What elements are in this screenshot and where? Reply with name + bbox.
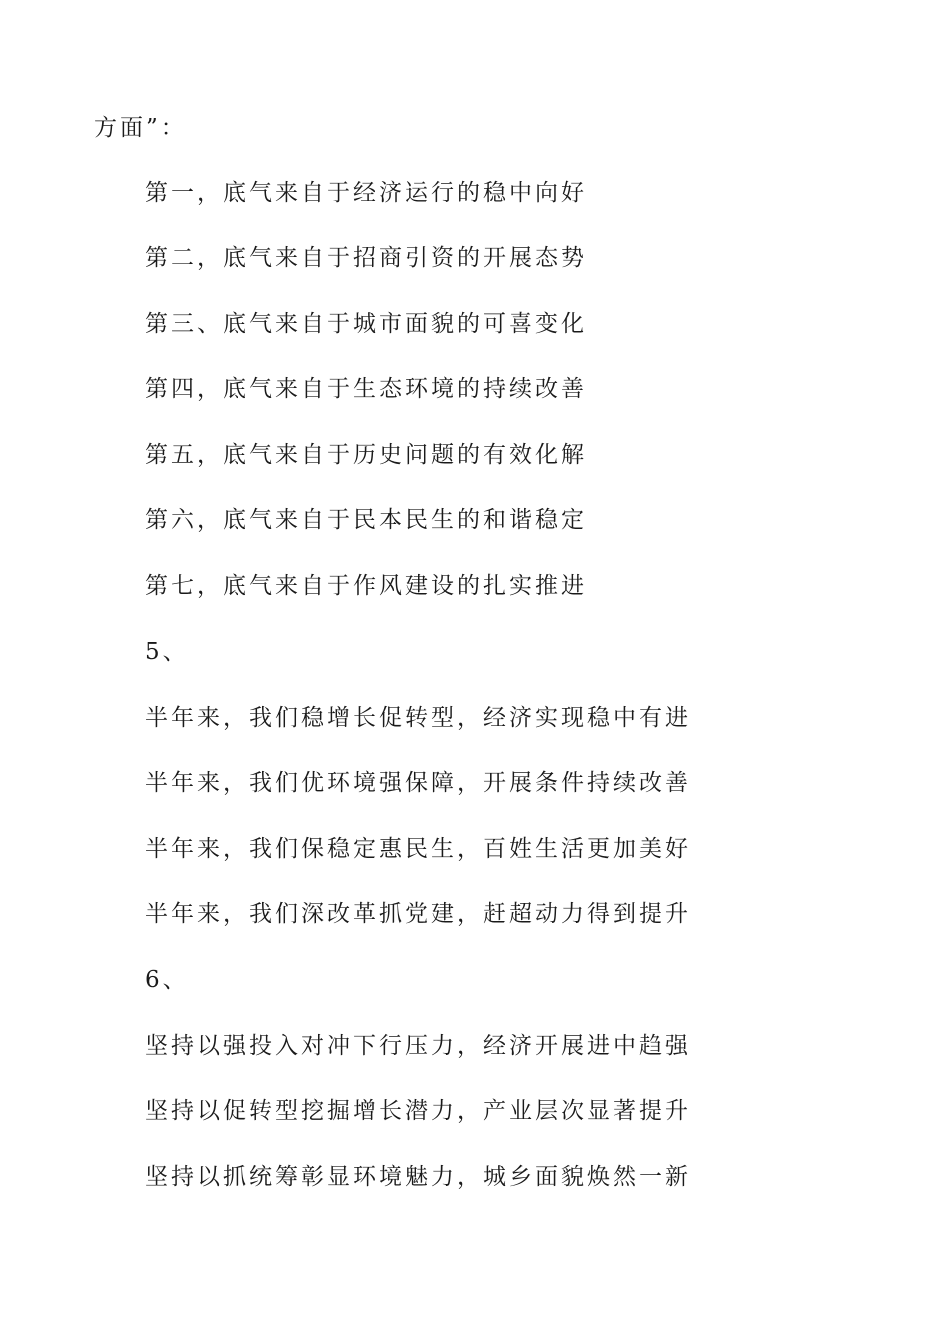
list-item-seventh: 第七，底气来自于作风建设的扎实推进 [145,573,587,599]
section-number-5: 5、 [145,639,189,665]
list-item-second: 第二，底气来自于招商引资的开展态势 [145,245,587,271]
persist-item-3: 坚持以抓统筹彰显环境魅力，城乡面貌焕然一新 [145,1164,691,1190]
list-item-fourth: 第四，底气来自于生态环境的持续改善 [145,376,587,402]
list-item-third: 第三、底气来自于城市面貌的可喜变化 [145,311,587,337]
persist-item-2: 坚持以促转型挖掘增长潜力，产业层次显著提升 [145,1098,691,1124]
half-year-item-3: 半年来，我们保稳定惠民生，百姓生活更加美好 [145,836,691,862]
half-year-item-2: 半年来，我们优环境强保障，开展条件持续改善 [145,770,691,796]
list-item-sixth: 第六，底气来自于民本民生的和谐稳定 [145,507,587,533]
list-item-first: 第一，底气来自于经济运行的稳中向好 [145,180,587,206]
paragraph-continuation: 方面”： [94,115,187,141]
persist-item-1: 坚持以强投入对冲下行压力，经济开展进中趋强 [145,1033,691,1059]
half-year-item-4: 半年来，我们深改革抓党建，赶超动力得到提升 [145,901,691,927]
half-year-item-1: 半年来，我们稳增长促转型，经济实现稳中有进 [145,705,691,731]
list-item-fifth: 第五，底气来自于历史问题的有效化解 [145,442,587,468]
section-number-6: 6、 [145,967,189,993]
